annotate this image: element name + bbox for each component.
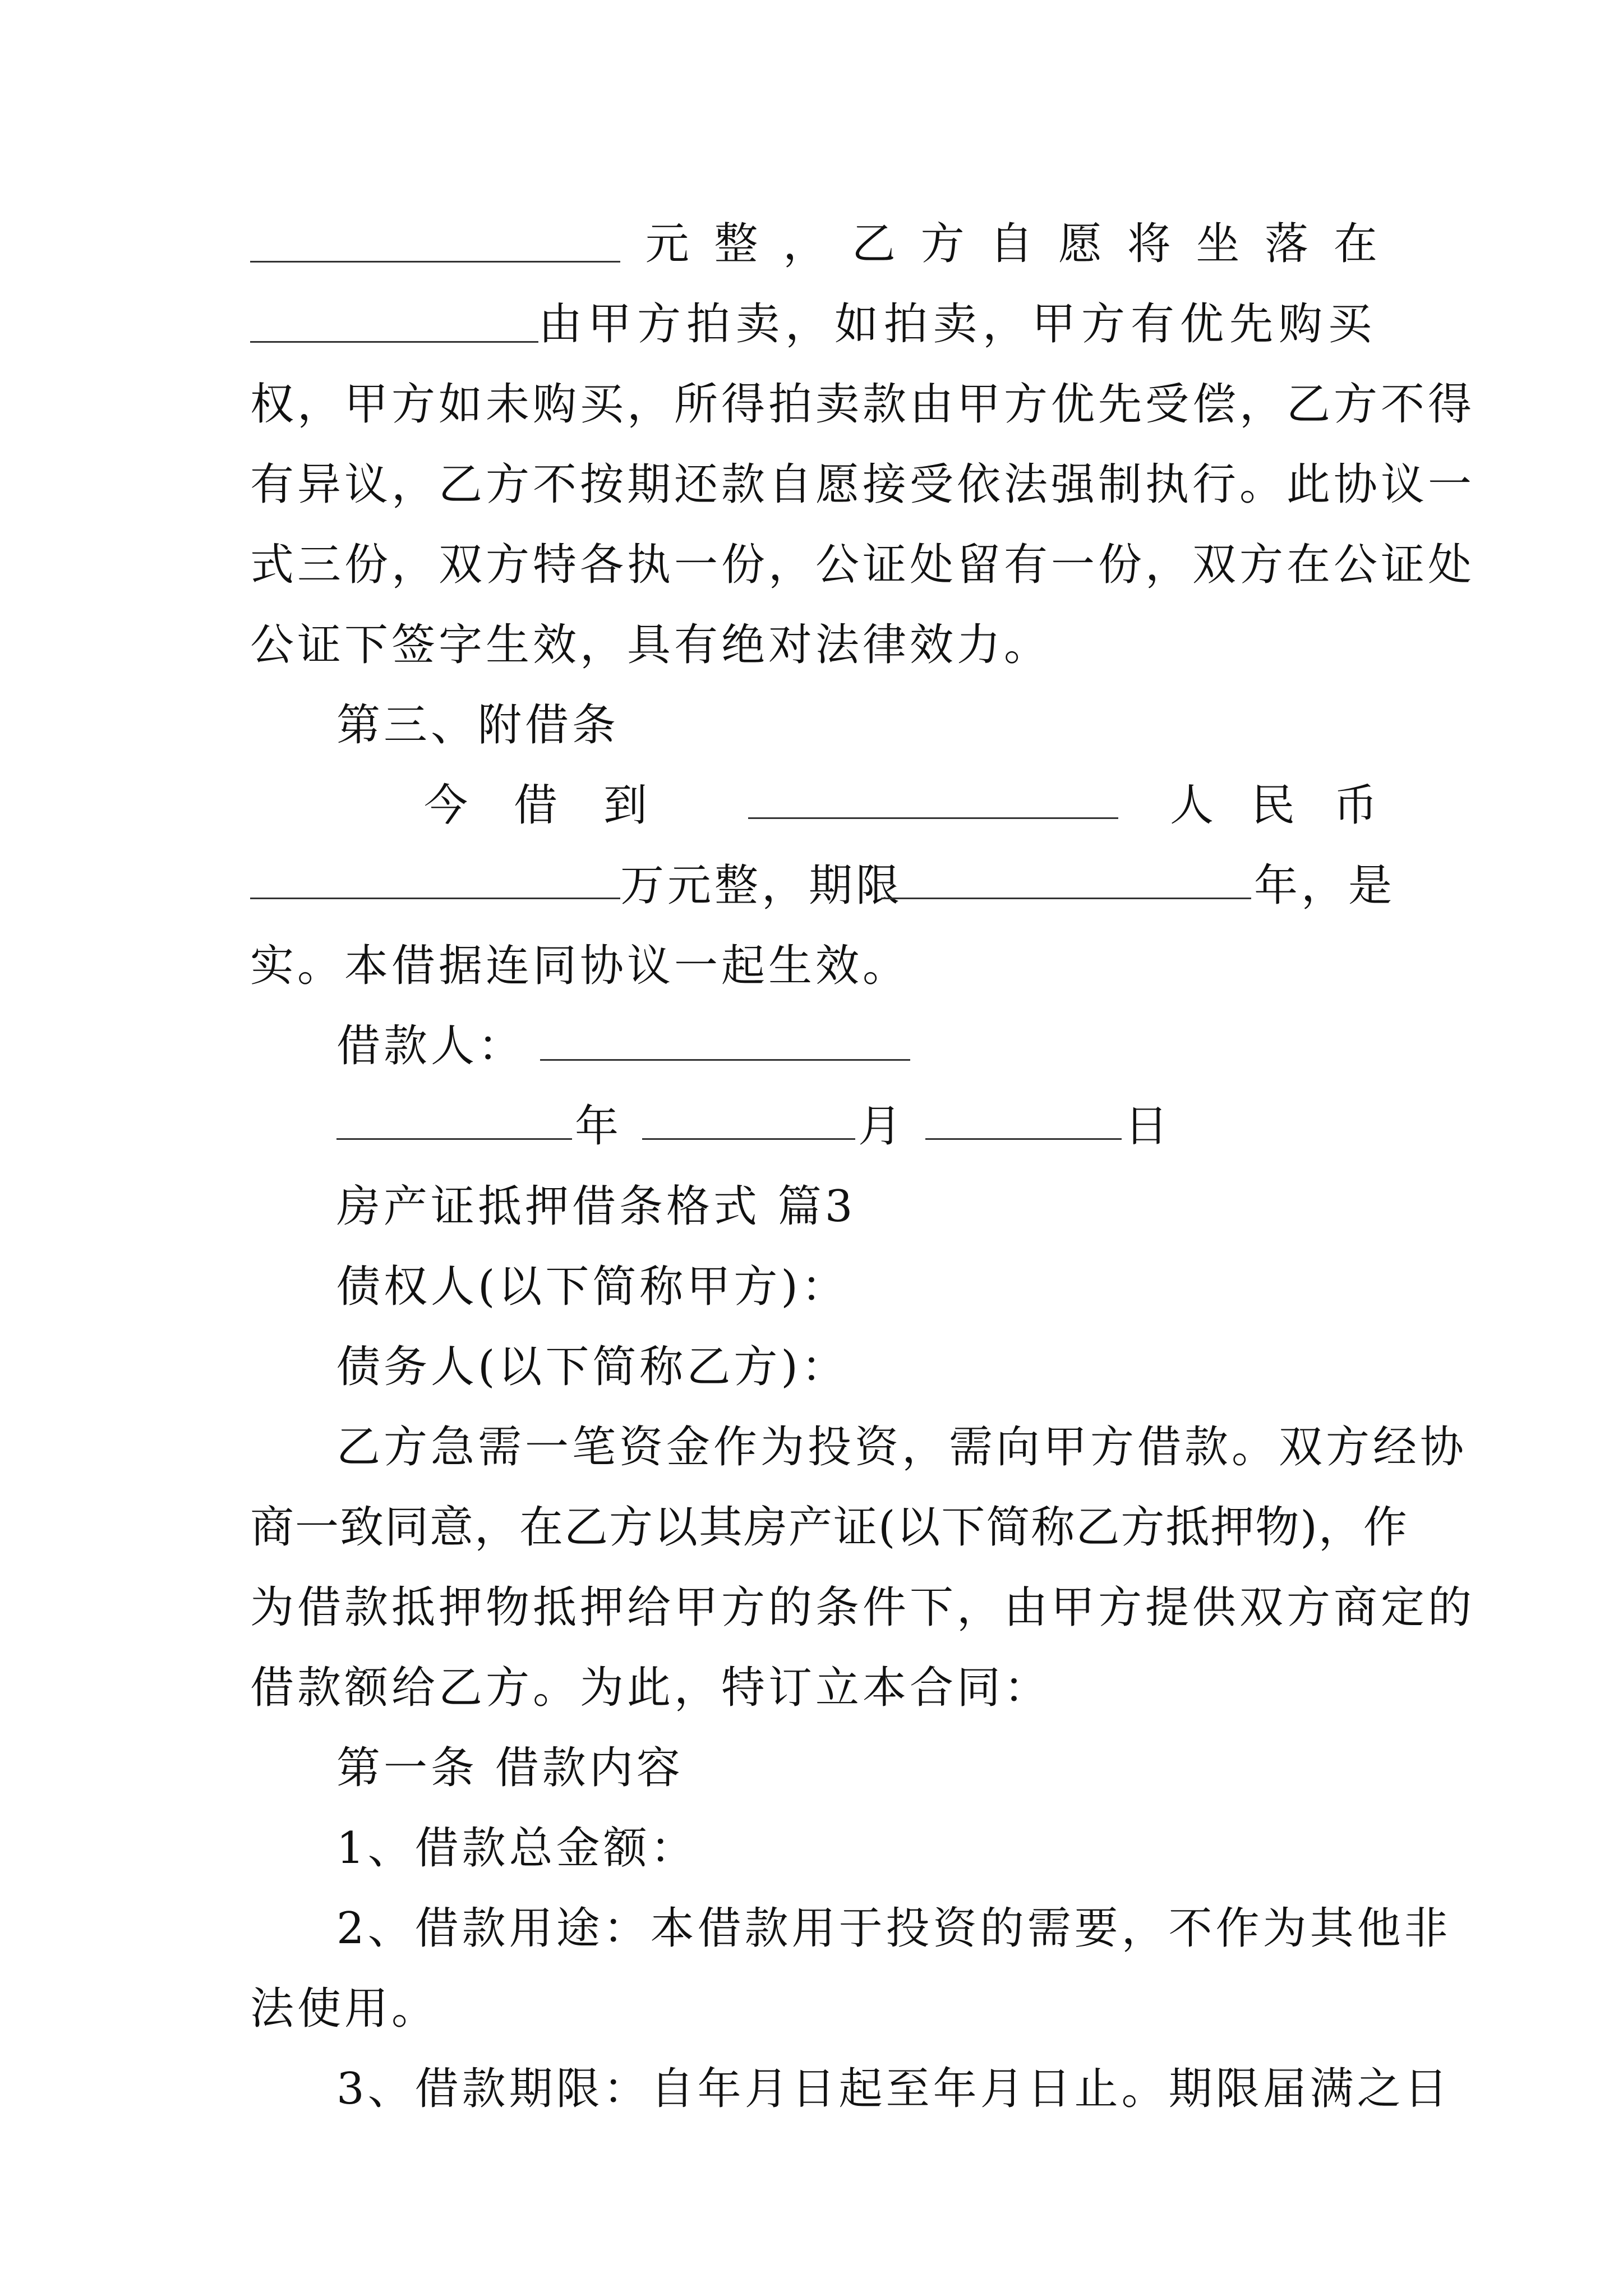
char: 民 (1251, 780, 1295, 831)
day-blank (925, 1103, 1122, 1140)
char: 币 (1334, 780, 1378, 831)
borrower-signature-blank (540, 1024, 910, 1061)
fill-blank (250, 306, 538, 343)
char: 将 (1127, 219, 1171, 269)
loan-amount-line: 1、借款总金额： (336, 1823, 698, 1874)
loan-purpose-line: 2、借款用途：本借款用于投资的需要，不作为其他非 (336, 1903, 1451, 1954)
text-line-4: 有异议，乙方不按期还款自愿接受依法强制执行。此协议一 (250, 459, 1476, 510)
text-line-10: 实。本借据连同协议一起生效。 (250, 941, 910, 991)
section-title: 房产证抵押借条格式 篇3 (336, 1181, 856, 1232)
section-heading: 第三、附借条 (336, 700, 620, 751)
paragraph-text: 万元整，期限 (620, 861, 903, 911)
month-label: 月 (858, 1101, 902, 1152)
year-blank (336, 1103, 572, 1140)
char: 到 (603, 780, 648, 831)
char: 整 (714, 219, 758, 269)
text-line-17: 商一致同意，在乙方以其房产证(以下简称乙方抵押物)，作 (250, 1502, 1408, 1553)
text-line-1 (250, 208, 1377, 280)
borrower-label: 借款人： (336, 1021, 525, 1071)
text-line-3: 权，甲方如未购买，所得拍卖款由甲方优先受偿，乙方不得 (250, 379, 1476, 430)
date-line (336, 1090, 1377, 1163)
loan-term-line: 3、借款期限：自年月日起至年月日止。期限届满之日 (336, 2064, 1451, 2114)
article-heading: 第一条 借款内容 (336, 1743, 684, 1793)
day-label: 日 (1124, 1101, 1169, 1152)
creditor-line: 债权人(以下简称甲方)： (336, 1262, 849, 1312)
char: ， (783, 219, 827, 269)
char: 坐 (1196, 219, 1240, 269)
text-line-8 (250, 769, 1377, 842)
paragraph-text: 年，是 (1254, 861, 1396, 911)
text-line-18: 为借款抵押物抵押给甲方的条件下，由甲方提供双方商定的 (250, 1582, 1476, 1633)
borrower-line (336, 1010, 1377, 1083)
text-line-23: 法使用。 (250, 1984, 439, 2034)
char: 今 (424, 780, 468, 831)
text-line-6: 公证下签字生效，具有绝对法律效力。 (250, 620, 1052, 670)
char: 方 (920, 219, 965, 269)
text-line-9 (250, 849, 1396, 922)
fill-blank (250, 226, 620, 263)
char: 人 (1170, 780, 1214, 831)
text-line-2 (250, 288, 1377, 361)
char: 落 (1265, 219, 1309, 269)
char: 自 (989, 219, 1034, 269)
fill-blank (250, 863, 620, 899)
char: 乙 (851, 219, 896, 269)
char: 借 (514, 780, 558, 831)
month-blank (642, 1103, 855, 1140)
debtor-line: 债务人(以下简称乙方)： (336, 1342, 849, 1392)
char: 在 (1333, 219, 1377, 269)
fill-blank (748, 783, 1118, 819)
paragraph-text: 由甲方拍卖，如拍卖，甲方有优先购买 (538, 299, 1377, 349)
fill-blank (881, 863, 1251, 899)
text-line-5: 式三份，双方特各执一份，公证处留有一份，双方在公证处 (250, 540, 1476, 590)
year-label: 年 (575, 1101, 619, 1152)
text-line-16: 乙方急需一笔资金作为投资，需向甲方借款。双方经协 (336, 1422, 1468, 1473)
char: 愿 (1058, 219, 1103, 269)
text-line-19: 借款额给乙方。为此，特订立本合同： (250, 1663, 1052, 1713)
char: 元 (645, 219, 689, 269)
